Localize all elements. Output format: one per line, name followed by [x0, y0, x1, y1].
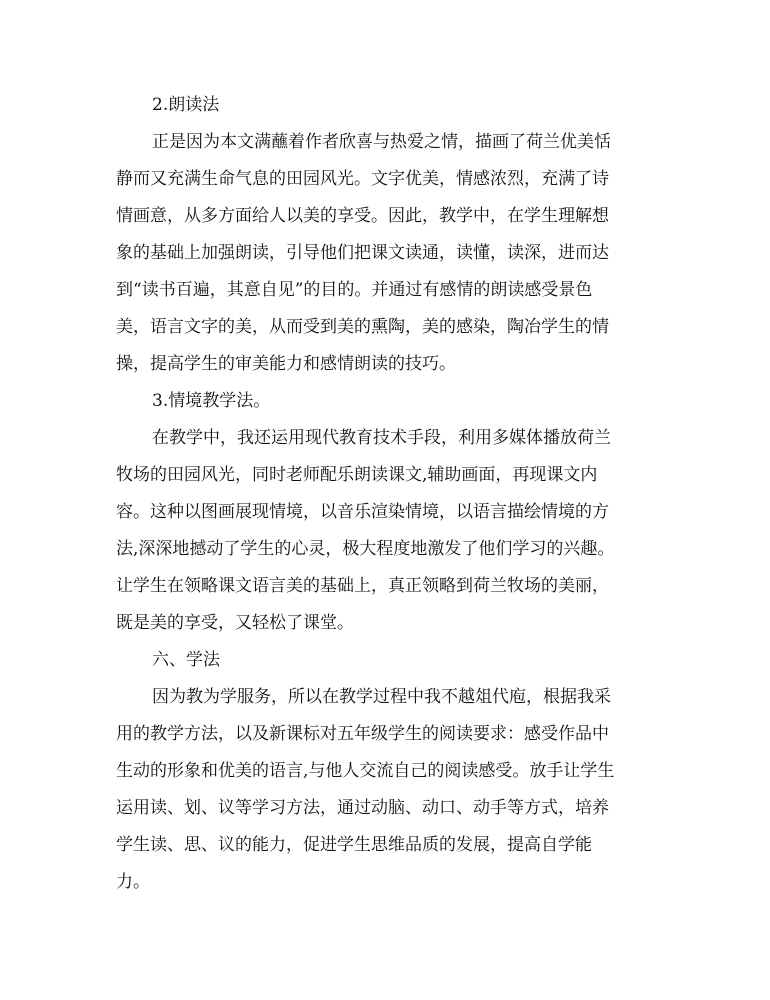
paragraph-line: 用的教学方法，以及新课标对五年级学生的阅读要求：感受作品中: [116, 724, 609, 744]
paragraph-line: 象的基础上加强朗读，引导他们把课文读通，读懂，读深，进而达: [116, 243, 609, 263]
paragraph-line: 到“读书百遍，其意自见”的目的。并通过有感情的朗读感受景色: [116, 280, 593, 300]
paragraph-line: 既是美的享受，又轻松了课堂。: [116, 613, 354, 633]
heading-reading-method: 2.朗读法: [152, 95, 220, 115]
paragraph-line: 在教学中，我还运用现代教育技术手段，利用多媒体播放荷兰: [152, 428, 611, 448]
paragraph-line: 运用读、划、议等学习方法，通过动脑、动口、动手等方式，培养: [116, 798, 609, 818]
paragraph-line: 学生读、思、议的能力，促进学生思维品质的发展，提高自学能: [116, 835, 592, 855]
paragraph-line: 法,深深地撼动了学生的心灵，极大程度地激发了他们学习的兴趣。: [116, 539, 615, 559]
heading-situational-method: 3.情境教学法。: [152, 391, 271, 411]
paragraph-line: 静而又充满生命气息的田园风光。文字优美，情感浓烈，充满了诗: [116, 169, 609, 189]
paragraph-line: 牧场的田园风光，同时老师配乐朗读课文,辅助画面，再现课文内: [116, 465, 598, 485]
paragraph-line: 正是因为本文满蘸着作者欣喜与热爱之情，描画了荷兰优美恬: [152, 132, 611, 152]
paragraph-line: 因为教为学服务，所以在教学过程中我不越俎代庖，根据我采: [152, 687, 611, 707]
paragraph-line: 力。: [116, 872, 150, 892]
paragraph-line: 情画意，从多方面给人以美的享受。因此，教学中，在学生理解想: [116, 206, 609, 226]
paragraph-line: 美，语言文字的美，从而受到美的熏陶，美的感染，陶冶学生的情: [116, 317, 609, 337]
paragraph-line: 容。这种以图画展现情境，以音乐渲染情境，以语言描绘情境的方: [116, 502, 609, 522]
heading-learning-method: 六、学法: [152, 650, 220, 670]
paragraph-line: 让学生在领略课文语言美的基础上，真正领略到荷兰牧场的美丽，: [116, 576, 609, 596]
paragraph-line: 生动的形象和优美的语言,与他人交流自己的阅读感受。放手让学生: [116, 761, 615, 781]
paragraph-line: 操，提高学生的审美能力和感情朗读的技巧。: [116, 354, 456, 374]
